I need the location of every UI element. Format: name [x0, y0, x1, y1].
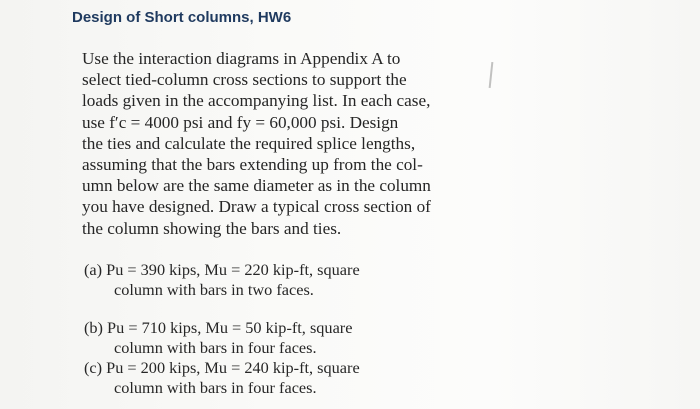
- list-item-b: [84, 318, 464, 357]
- item-line: column with bars in four faces.: [114, 337, 317, 357]
- problem-line: Use the interaction diagrams in Appendix A to: [82, 49, 401, 68]
- item-line: (b) Pu = 710 kips, Mu = 50 kip-ft, square: [84, 318, 353, 337]
- problem-line: assuming that the bars extending up from the col-: [82, 155, 423, 175]
- problem-line: the column showing the bars and ties.: [82, 218, 342, 238]
- page-title: Design of Short columns, HW6: [72, 9, 292, 26]
- item-line: column with bars in four faces.: [114, 377, 317, 397]
- problem-line: you have designed. Draw a typical cross section of: [82, 197, 431, 217]
- item-line: (a) Pu = 390 kips, Mu = 220 kip-ft, square: [84, 260, 360, 279]
- problem-line: use f′c = 4000 psi and fy = 60,000 psi. Design: [82, 112, 399, 132]
- problem-statement: [82, 48, 462, 239]
- problem-line: umn below are the same diameter as in the column: [82, 176, 431, 196]
- problem-line: loads given in the accompanying list. In each case,: [82, 91, 431, 111]
- problem-line: the ties and calculate the required splice lengths,: [82, 133, 416, 153]
- list-item-c: [84, 358, 464, 397]
- item-line: column with bars in two faces.: [114, 279, 314, 299]
- pen-mark: [489, 62, 494, 88]
- item-line: (c) Pu = 200 kips, Mu = 240 kip-ft, square: [84, 358, 360, 377]
- list-item-a: [84, 260, 464, 299]
- problem-line: select tied-column cross sections to support the: [82, 70, 407, 90]
